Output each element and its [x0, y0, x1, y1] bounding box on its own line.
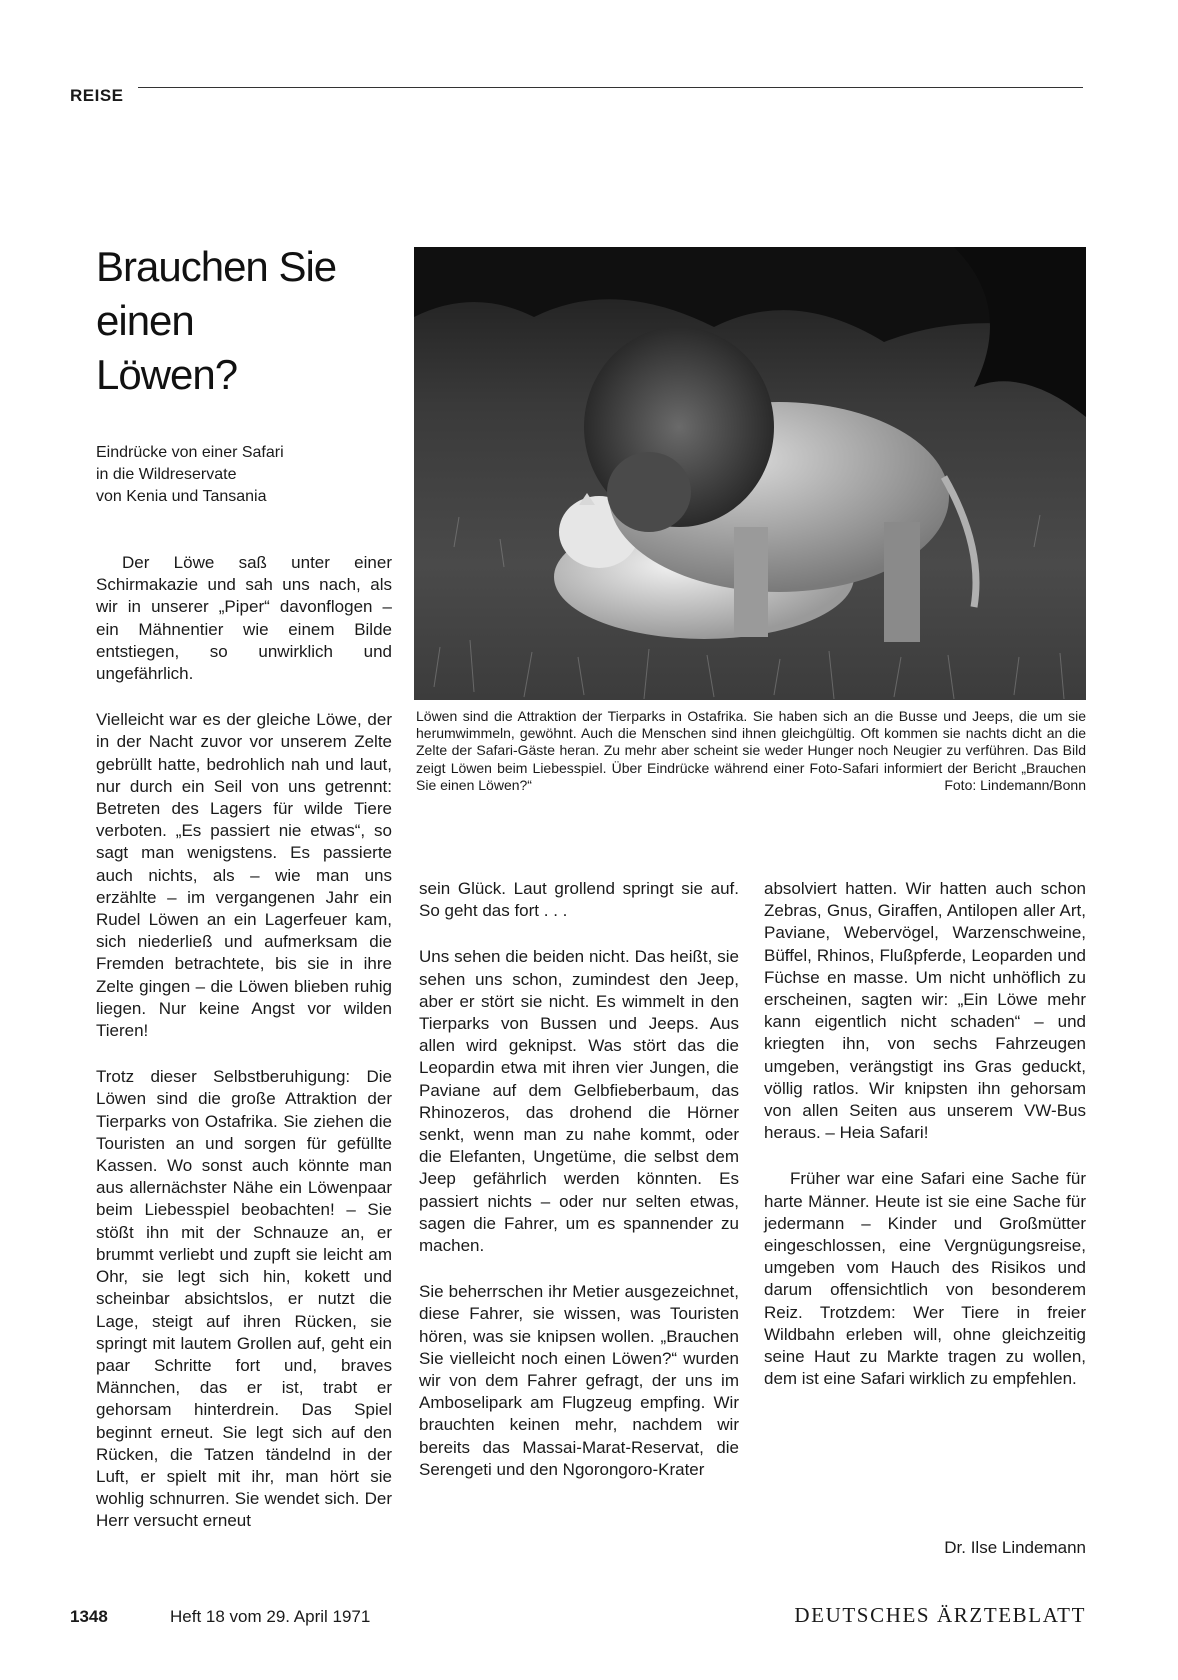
- subtitle-line: von Kenia und Tansania: [96, 488, 267, 505]
- article-title: [96, 240, 416, 402]
- lion-photo: [414, 247, 1086, 700]
- article-column-1: [96, 552, 392, 1557]
- caption-text: Löwen sind die Attraktion der Tierparks in Ostafrika. Sie haben sich an die Busse und Jeeps, die um sie herumwimmeln, gewöhnt. Auch die Menschen sind ihnen gleichgültig. Oft kommen sie nachts dicht an die Zelte der Safari-Gäste heran. Zu mehr aber scheint sie weder Hunger noch Neugier zu verführen. Das Bild zeigt Löwen beim Liebesspiel. Über Eindrücke während einer Foto-Safari informiert der Bericht „Brauchen Sie einen Löwen?“: [416, 708, 1086, 793]
- article-column-2: [419, 878, 739, 1505]
- photo-credit: Foto: Lindemann/Bonn: [944, 776, 1086, 793]
- paragraph: sein Glück. Laut grollend springt sie auf. So geht das fort . . .: [419, 879, 739, 921]
- title-line: einen: [96, 297, 194, 344]
- header-rule: [138, 87, 1083, 88]
- lion-photo-drawing: [414, 247, 1086, 700]
- paragraph: Uns sehen die beiden nicht. Das heißt, sie sehen uns schon, zumindest den Jeep, aber er stört sie nicht. Es wimmelt in den Tierparks von Bussen und Jeeps. Aus allen wird geknipst. Was stört das die Leopardin etwa mit ihren vier Jungen, die Paviane auf dem Gelbfieberbaum, das Rhinozeros, das drohend die Hörner senkt, wenn man zu nahe kommt, oder die Elefanten, Ungetüme, die selbst dem Jeep gefährlich werden könnten. Es passiert nichts – oder nur selten etwas, sagen die Fahrer, um es spannender zu machen.: [419, 947, 739, 1256]
- paragraph: Sie beherrschen ihr Metier ausgezeichnet, diese Fahrer, sie wissen, was Touristen hören, was sie knipsen wollen. „Brauchen Sie vielleicht noch einen Löwen?“ wurden wir von dem Fahrer gefragt, der uns im Amboselipark am Flugzeug empfing. Wir brauchten keinen mehr, nachdem wir bereits das Massai-Marat-Reservat, die Serengeti und den Ngorongoro-Krater: [419, 1282, 739, 1479]
- photo-caption: [416, 708, 1086, 794]
- article-subtitle: [96, 442, 396, 508]
- paragraph: absolviert hatten. Wir hatten auch schon Zebras, Gnus, Giraffen, Antilopen aller Art, Paviane, Webervögel, Warzenschweine, Büffel, Rhinos, Flußpferde, Leoparden und Füchse en masse. Um nicht unhöflich zu erscheinen, sagten wir: „Ein Löwe mehr kann eigentlich nicht schaden“ – und kriegten ihn, von sechs Fahrzeugen umgeben, verängstigt ins Gras geduckt, völlig ratlos. Wir knipsten ihn gehorsam von allen Seiten aus unserem VW-Bus heraus. – Heia Safari!: [764, 879, 1086, 1143]
- section-label: REISE: [70, 86, 124, 105]
- issue-info: Heft 18 vom 29. April 1971: [170, 1607, 371, 1626]
- subtitle-line: Eindrücke von einer Safari: [96, 444, 284, 461]
- journal-name: DEUTSCHES ÄRZTEBLATT: [794, 1603, 1086, 1627]
- paragraph: Vielleicht war es der gleiche Löwe, der in der Nacht zuvor vor unserem Zelte gebrüllt hatte, bedrohlich nah und laut, nur durch ein Seil von uns getrennt: Betreten des Lagers für wilde Tiere verboten. „Es passiert nie etwas“, so sagt man wenigstens. Es passierte auch nichts, als – wie man uns erzählte – im vergangenen Jahr ein Rudel Löwen an ein Lagerfeuer kam, sich niederließ und aufmerksam die Fremden betrachtete, bis sie in ihre Zelte gingen – die Löwen blieben ruhig liegen. Nur keine Angst vor wilden Tieren!: [96, 710, 392, 1041]
- paragraph: Trotz dieser Selbstberuhigung: Die Löwen sind die große Attraktion der Tierparks von Ostafrika. Sie ziehen die Touristen an und sorgen für gefüllte Kassen. Wo sonst auch könnte man aus allernächster Nähe ein Löwenpaar beim Liebesspiel beobachten! – Sie stößt ihn mit der Schnauze an, er brummt verliebt und zupft sie leicht am Ohr, sie legt sich hin, kokett und scheinbar absichtslos, er nutzt die Lage, steigt auf ihren Rücken, sie springt mit lautem Grollen auf, geht ein paar Schritte fort und, braves Männchen, das er ist, trabt er gehorsam hinterdrein. Das Spiel beginnt erneut. Sie legt sich auf den Rücken, die Tatzen tändelnd in der Luft, er spielt mit ihr, man hört sie wohlig schnurren. Sie wendet sich. Der Herr versucht erneut: [96, 1067, 392, 1531]
- paragraph: Früher war eine Safari eine Sache für harte Männer. Heute ist sie eine Sache für jedermann – Kinder und Großmütter eingeschlossen, eine Vergnügungsreise, umgeben vom Hauch des Risikos und darum offensichtlich von besonderem Reiz. Trotzdem: Wer Tiere in freier Wildbahn erleben will, ohne gleichzeitig seine Haut zu Markte tragen zu wollen, dem ist eine Safari wirklich zu empfehlen.: [764, 1169, 1086, 1389]
- title-line: Brauchen Sie: [96, 243, 337, 290]
- page-number: 1348: [70, 1607, 108, 1626]
- subtitle-line: in die Wildreservate: [96, 466, 237, 483]
- paragraph: Der Löwe saß unter einer Schirmakazie und sah uns nach, als wir in unserer „Piper“ davonflogen – ein Mähnentier wie einem Bilde entstiegen, so unwirklich und ungefährlich.: [96, 553, 392, 684]
- article-column-3: [764, 878, 1086, 1414]
- author-signature: Dr. Ilse Lindemann: [944, 1538, 1086, 1557]
- title-line: Löwen?: [96, 351, 238, 398]
